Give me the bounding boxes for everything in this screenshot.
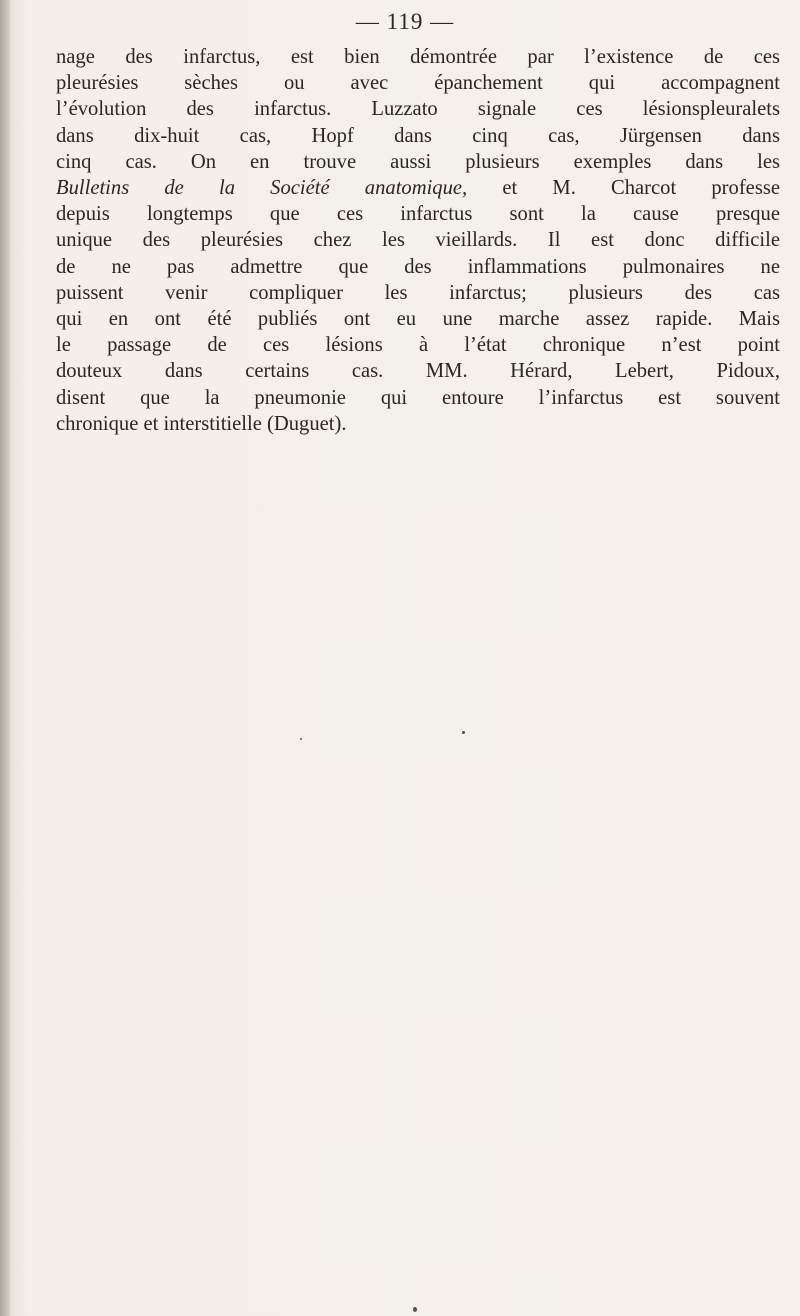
text-line-10: puissent venir compliquer les infarctus; plusieurs des cas	[56, 281, 780, 304]
journal-title-italic: Bulletins de la Société anatomique,	[56, 177, 468, 200]
paper-speck	[300, 738, 302, 740]
text-line-14: disent que la pneumonie qui entoure l’infarctus est souvent	[56, 386, 780, 409]
text-line-12: le passage de ces lésions à l’état chronique n’est point	[56, 334, 780, 357]
text-line-1: nage des infarctus, est bien démontrée par l’existence de ces	[56, 46, 780, 68]
body-paragraph	[56, 44, 780, 437]
text-line-9: de ne pas admettre que des inflammations pulmonaires ne	[56, 255, 780, 278]
text-line-2: pleurésies sèches ou avec épanchement qui accompagnent	[56, 72, 780, 95]
paper-speck	[462, 731, 465, 734]
page-gutter	[0, 0, 10, 1316]
text-line-4: dans dix-huit cas, Hopf dans cinq cas, Jürgensen dans	[56, 124, 780, 147]
text-line-15: chronique et interstitielle (Duguet).	[56, 412, 347, 435]
text-line-13: douteux dans certains cas. MM. Hérard, Lebert, Pidoux,	[56, 360, 780, 383]
page-number: — 119 —	[355, 9, 455, 34]
text-line-6-rest: et M. Charcot professe	[467, 177, 780, 200]
paper-speck	[413, 1307, 417, 1312]
text-line-11: qui en ont été publiés ont eu une marche assez rapide. Mais	[56, 308, 780, 331]
text-line-7: depuis longtemps que ces infarctus sont la cause presque	[56, 203, 780, 226]
text-line-5: cinq cas. On en trouve aussi plusieurs exemples dans les	[56, 150, 780, 173]
text-line-6	[56, 175, 780, 201]
page-header	[0, 2, 800, 42]
text-line-8: unique des pleurésies chez les vieillards. Il est donc difficile	[56, 229, 780, 252]
text-line-3: l’évolution des infarctus. Luzzato signale ces lésionspleuralets	[56, 98, 780, 121]
